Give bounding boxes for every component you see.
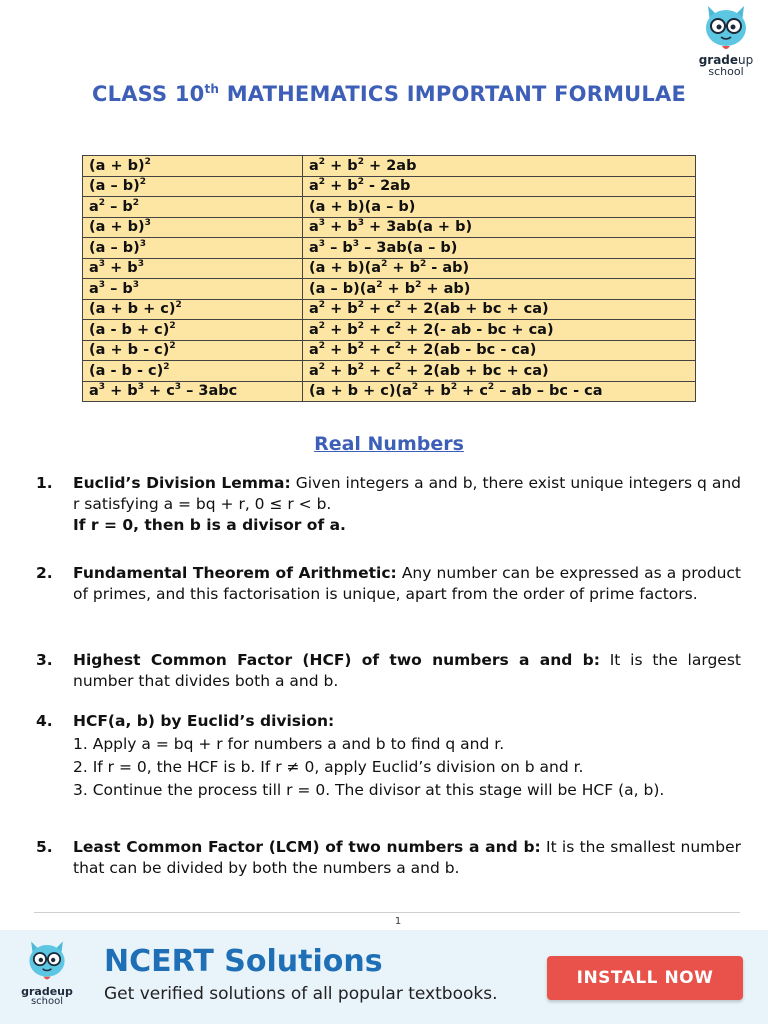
formula-rhs: $(a - b)(a^2 + b^2 + ab)$ xyxy=(303,279,696,300)
item-heading: Euclid’s Division Lemma: xyxy=(73,474,291,492)
formula-rhs: $a^2 + b^2 + c^2 + 2(ab$ + bc + ca) xyxy=(303,299,696,320)
formula-rhs: $a^2 + b^2 - 2ab$ xyxy=(303,176,696,197)
item-note: If r = 0, then b is a divisor of a. xyxy=(73,516,346,534)
page-title: CLASS 10th MATHEMATICS IMPORTANT FORMULAE xyxy=(92,82,686,106)
item-text: Any number can be expressed as a product of primes, and this factorisation is unique, apart from the order of prime factors. xyxy=(73,564,741,603)
table-row xyxy=(83,258,696,279)
table-row xyxy=(83,320,696,341)
table-row xyxy=(83,361,696,382)
step-text: 1. Apply a = bq + r for numbers a and b to find q and r. xyxy=(73,735,505,753)
formula-lhs: (a - b - c)$^2$ xyxy=(83,361,303,382)
formula-rhs: $a^2 + b^2 + 2ab$ xyxy=(303,156,696,177)
logo-wordmark: gradeup xyxy=(698,53,754,67)
footer-divider xyxy=(34,912,740,913)
list-item xyxy=(36,650,741,692)
page-number: 1 xyxy=(394,916,402,927)
item-text: It is the smallest number that can be divided by both the numbers a and b. xyxy=(73,838,741,877)
install-now-button[interactable]: INSTALL NOW xyxy=(547,956,743,1000)
formula-rhs: (a + b)(a – b) xyxy=(303,197,696,218)
item-number: 2. xyxy=(36,564,53,582)
section-title: Real Numbers xyxy=(314,433,464,455)
table-row xyxy=(83,381,696,402)
item-text: Given integers a and b, there exist unique integers q and r satisfying a = bq + r, 0 ≤ r < b. xyxy=(73,474,741,513)
banner-headline: NCERT Solutions xyxy=(104,944,383,979)
formula-lhs: $(a + b)^2$ xyxy=(83,156,303,177)
list-item xyxy=(36,837,741,879)
table-row xyxy=(83,156,696,177)
formula-lhs: $(a + b + c)^2$ xyxy=(83,299,303,320)
formula-rhs: $a^3 - b^3 - 3ab(a - b)$ xyxy=(303,238,696,259)
formula-rhs: $a^2 + b^2 + c^2 + 2(ab$ - bc - ca) xyxy=(303,340,696,361)
item-heading: Fundamental Theorem of Arithmetic: xyxy=(73,564,397,582)
item-heading: HCF(a, b) by Euclid’s division: xyxy=(73,712,335,730)
item-number: 3. xyxy=(36,651,53,669)
cat-mascot-icon xyxy=(24,938,70,982)
step-text: 3. Continue the process till r = 0. The divisor at this stage will be HCF (a, b). xyxy=(73,781,665,799)
formula-rhs: $(a + b + c)(a^2 + b^2 + c^2$ – ab – bc - ca xyxy=(303,381,696,402)
formula-lhs: $(a + b)^3$ xyxy=(83,217,303,238)
formula-rhs: $(a + b)(a^2 + b^2 - ab)$ xyxy=(303,258,696,279)
formula-lhs: $a^3 - b^3$ xyxy=(83,279,303,300)
table-row xyxy=(83,279,696,300)
list-item xyxy=(36,711,741,801)
list-item xyxy=(36,473,741,536)
table-row xyxy=(83,340,696,361)
formula-lhs: $a^3 + b^3$ xyxy=(83,258,303,279)
formula-rhs: $a^2 + b^2 + c^2 + 2(-$ ab - bc + ca) xyxy=(303,320,696,341)
formula-lhs: (a – b)$^2$ xyxy=(83,176,303,197)
promo-banner[interactable] xyxy=(0,930,768,1024)
formula-table xyxy=(82,155,696,402)
gradeup-logo xyxy=(692,2,760,78)
item-number: 5. xyxy=(36,838,53,856)
item-number: 1. xyxy=(36,474,53,492)
item-number: 4. xyxy=(36,712,53,730)
step-text: 2. If r = 0, the HCF is b. If r ≠ 0, apply Euclid’s division on b and r. xyxy=(73,758,584,776)
list-item xyxy=(36,563,741,605)
formula-lhs: $(a - b + c)^2$ xyxy=(83,320,303,341)
table-row xyxy=(83,299,696,320)
table-row xyxy=(83,217,696,238)
cat-mascot-icon xyxy=(700,2,752,52)
item-heading: Least Common Factor (LCM) of two numbers a and b: xyxy=(73,838,541,856)
table-row xyxy=(83,176,696,197)
banner-tagline: Get verified solutions of all popular textbooks. xyxy=(104,984,498,1004)
formula-rhs: $a^3 + b^3 + 3ab(a + b)$ xyxy=(303,217,696,238)
item-heading: Highest Common Factor (HCF) of two numbers a and b: xyxy=(73,651,600,669)
formula-lhs: $a^3 + b^3 + c^3 - 3abc$ xyxy=(83,381,303,402)
logo-subtext: school xyxy=(708,65,744,78)
formula-lhs: (a – b)$^3$ xyxy=(83,238,303,259)
formula-rhs: $a^2 + b^2 + c^2 + 2(ab$ + bc + ca) xyxy=(303,361,696,382)
logo-wordmark: gradeup xyxy=(21,985,73,998)
table-row xyxy=(83,238,696,259)
logo-subtext: school xyxy=(30,996,64,1007)
item-text: It is the largest number that divides both a and b. xyxy=(73,651,741,690)
table-row xyxy=(83,197,696,218)
formula-lhs: $a^2 - b^2$ xyxy=(83,197,303,218)
formula-lhs: $(a + b - c)^2$ xyxy=(83,340,303,361)
banner-logo xyxy=(20,938,74,1020)
